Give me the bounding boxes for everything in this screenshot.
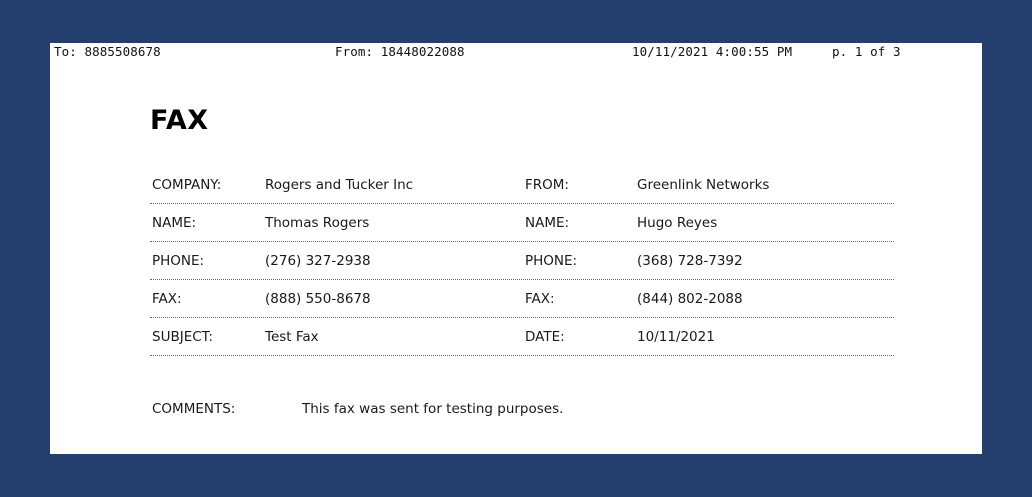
from-value: (844) 802-2088 xyxy=(637,291,743,307)
to-value: Thomas Rogers xyxy=(265,215,370,231)
to-label: NAME: xyxy=(152,215,197,231)
to-label: SUBJECT: xyxy=(152,329,213,345)
from-value: Greenlink Networks xyxy=(637,177,770,193)
to-value: Rogers and Tucker Inc xyxy=(265,177,414,193)
to-label: COMPANY: xyxy=(152,177,222,193)
to-value: (276) 327-2938 xyxy=(265,253,371,269)
from-value: (368) 728-7392 xyxy=(637,253,743,269)
from-value: 10/11/2021 xyxy=(637,329,715,345)
to-label: FAX: xyxy=(152,291,182,307)
info-row-fax xyxy=(150,281,894,318)
fax-transmission-header xyxy=(50,44,982,60)
to-value: Test Fax xyxy=(265,329,319,345)
from-value: Hugo Reyes xyxy=(637,215,718,231)
info-row-company xyxy=(150,167,894,204)
to-label: PHONE: xyxy=(152,253,205,269)
header-from-number: From: 18448022088 xyxy=(335,44,465,59)
from-label: NAME: xyxy=(525,215,570,231)
from-label: PHONE: xyxy=(525,253,578,269)
from-label: FAX: xyxy=(525,291,555,307)
info-row-name xyxy=(150,205,894,242)
header-page-count: p. 1 of 3 xyxy=(832,44,901,59)
comments-text: This fax was sent for testing purposes. xyxy=(302,401,564,417)
comments-label: COMMENTS: xyxy=(152,401,236,417)
document-title: FAX xyxy=(150,105,209,136)
fax-info-table xyxy=(150,167,894,356)
fax-page xyxy=(50,43,982,454)
to-value: (888) 550-8678 xyxy=(265,291,371,307)
header-to-number: To: 8885508678 xyxy=(54,44,161,59)
header-datetime: 10/11/2021 4:00:55 PM xyxy=(632,44,793,59)
info-row-subject-date xyxy=(150,319,894,356)
info-row-phone xyxy=(150,243,894,280)
from-label: DATE: xyxy=(525,329,565,345)
from-label: FROM: xyxy=(525,177,569,193)
